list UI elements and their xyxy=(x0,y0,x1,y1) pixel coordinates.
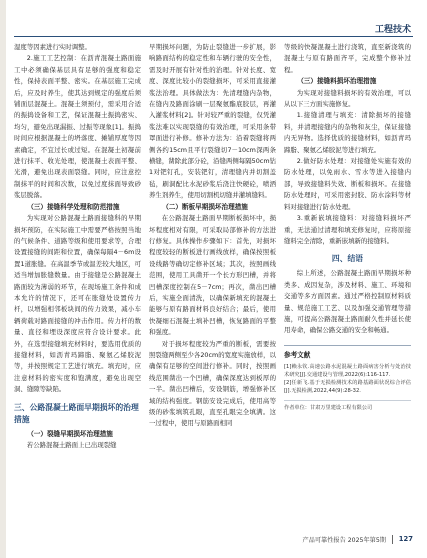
article-body xyxy=(14,42,413,516)
paragraph: 若公路混凝土路面上已出现裂缝 xyxy=(26,441,117,449)
paragraph: 2.施工工艺控制：在沥青混凝土路面施工中必须确保基层具有足够的强度和稳定性，保持表面平整、密实。在基层施工完成后，应及时养生，使其达到规定的强度后须铺面层混凝土。混凝土须预付，需采用合适的振捣设备和工艺，保证混凝土振捣密实、均匀，避免出现漏振、过振等现象[1]。振捣时间应根据混凝土的坍落度、摊铺厚度等因素确定，不宜过长或过短。在混凝土初凝前进行抹平、收光处理，使混凝土表面平整、光滑，避免出现表面裂缝。同时，应注意控制抹平的时间和次数，以免过度抹面导致砂浆层脱落。 xyxy=(14,54,141,200)
paragraph: 在公路混凝土路面早期断板损坏中，损坏程度相对有限，可采取局部修补的方法进行修复。具体操作步骤如下：首先，对损坏程度较轻的断板进行画线放样，确保按照板设线路等确切定修补区域；其次，按照画线范围，使用工具凿开一个长方形凹槽，并将凹槽深度控制在5－7cm；再次，凿出凹槽后，实施全面清洗，以确保新填充的混凝土能够与原有路面材料良好结合；最后，使用快凝细石混凝土填补凹槽，恢复路面的平整和强度。 xyxy=(149,214,276,337)
header-rule xyxy=(14,36,413,37)
subsection-heading: （二）断板早期损坏治理措施 xyxy=(162,202,248,211)
text-column-3 xyxy=(284,42,411,516)
page-number: 127 xyxy=(398,535,413,543)
paragraph: 早期损坏问题，为防止裂缝进一步扩展，影响路面结构的稳定性和车辆行驶的安全性，需及时开展有针对性的治理。针对长度、宽度、深度比较小的裂缝损坏，可采用直接灌浆法治理。具体做法为：先清理缝内杂物，在缝内及路面涂刷一层聚氨酯底胶层，再灌入灌浆材料[2]。针对较严重的裂缝，仅凭灌浆法难以实现裂缝的有效治理，可采用条带罩面进行补修。修补方法为：沿着裂缝将两侧各约15cm且平行裂缝切7－10cm深两条横缝，凿除此部分砼，沿缝两侧每隔50cm钻1对钯钉孔，安装钯钉，清理缝内并切割盖毡，刷洞配比水泥砂浆后浇注快硬砼，喷洒养生剂养生，使用切割机切缝并灌填缝料。 xyxy=(149,43,276,200)
section-tag: 工程技术 xyxy=(374,25,411,35)
section-heading: 四、结语 xyxy=(331,254,364,264)
section-heading: 三、公路混凝土路面早期损坏的治理措施 xyxy=(14,402,139,424)
page-spine-edge xyxy=(0,0,6,558)
paragraph: 为实现对公路混凝土路面接缝科的早期损坏预防，在实际施工中需要严格按照当地的气候条件、道路等级和使用要求等，合理设置接缝的间距和位置，确保每隔4－6m设置1道胀缝。在高温季节或温差较大地区，可适当增加胀缝数量。由于接缝是公路混凝土路面较为薄弱的环节，在现场施工条件和成本允许的情况下，还可在胀缝处设置传力杆，以增强相邻板块间的传力效果，减小车辆荷载对路面接缝的冲击作用。传力杆的数量、直径和埋设深度应符合设计要求。此外，在选型接缝填充材料时，要选用优质的接缝材料，如沥青玛蹄脂、聚氨乙烯胶泥等，并按照规定工艺进行填充。填充时，应注意材料的密实度和饱满度，避免出现空洞、缝隙等缺陷。 xyxy=(14,214,141,394)
author-affiliation: 作者单位：甘肃万里建设工程有限公司 xyxy=(284,404,373,411)
paragraph: 对于损坏程度较为严重的断板，需要按照裂缝两侧至少各20cm的宽度实施放样，以确保有足够的空间进行修补。同时，按照画线范围凿出一个凹槽，确保深度达到板厚的一半。凿出凹槽后，安设钢筋，增强修补区域的结构强度。钢筋安设完成后，使用高等级的砂浆填筑孔眼，直至孔眼完全填满。这一过程中，使用与原路面相同 xyxy=(149,339,276,428)
paragraph: 2.做好防水处理：对接缝处实施有效的防水处理，以免雨水、雪水等进入接缝内部，导致接缝料失效、断板和损坏。在接缝防水处理时，可采用密封胶、防水涂料等材料对接缝进行防水处理。 xyxy=(284,157,411,211)
subsection-heading: （三）接缝料损坏治理措施 xyxy=(297,77,377,86)
text-column-1 xyxy=(14,42,141,516)
text-column-2 xyxy=(149,42,276,516)
references-box xyxy=(284,345,411,412)
paragraph: 为实现对接缝料损坏的有效治理，可以从以下三方面实施修复。 xyxy=(284,88,411,109)
paragraph: 综上所述，公路混凝土路面早期损坏种类多、成因复杂，涉及材料、施工、环境和交通等多方面因素。通过严格控制原材料质量、规范施工工艺、以及加强交通管理等措施，可提高公路混凝土路面耐久性并延长使用寿命，确保公路交通的安全和畅通。 xyxy=(284,269,411,335)
reference-item: [2]任新飞.基于无损检测技术的路基路面状况综合评估[J].无损检测,2022,44(9):28-32. xyxy=(284,379,411,394)
paragraph: 湿度等因素进行实时调整。 xyxy=(14,43,91,51)
journal-name: 产品可靠性报告 2025年第5期 xyxy=(302,536,386,544)
paragraph: 1.接缝清理与填充：清除损坏的接缝料，并清理接缝内的杂物和灰尘，保证接缝内无异物。选择优质的接缝材料，如沥青玛蹄脂、聚氨乙烯胶泥等进行填充。 xyxy=(284,111,411,154)
paragraph: 3.重新嵌填接缝料：对接缝料损坏严重，无法通过清理和填充修复时，应将原接缝料完全清除，重新嵌填新的接缝料。 xyxy=(284,214,411,245)
footer-divider xyxy=(392,535,393,544)
author-affiliation-line xyxy=(284,400,411,412)
subsection-heading: （三）接缝科学处理和防范措施 xyxy=(27,202,120,211)
paragraph: 等级的快凝混凝土进行浇筑，直至新浇筑的混凝土与原有路面齐平，完成整个修补过程。 xyxy=(284,43,411,74)
references-title: 参考文献 xyxy=(284,350,311,359)
reference-item: [1]赖永钦.高速公路水泥混凝土路面病害分析与处治技术研究[J].交通建设与管理,2022(6):116-117. xyxy=(284,363,411,378)
subsection-heading: （一）裂缝早期损坏治理措施 xyxy=(27,429,113,438)
page-footer xyxy=(14,532,413,546)
